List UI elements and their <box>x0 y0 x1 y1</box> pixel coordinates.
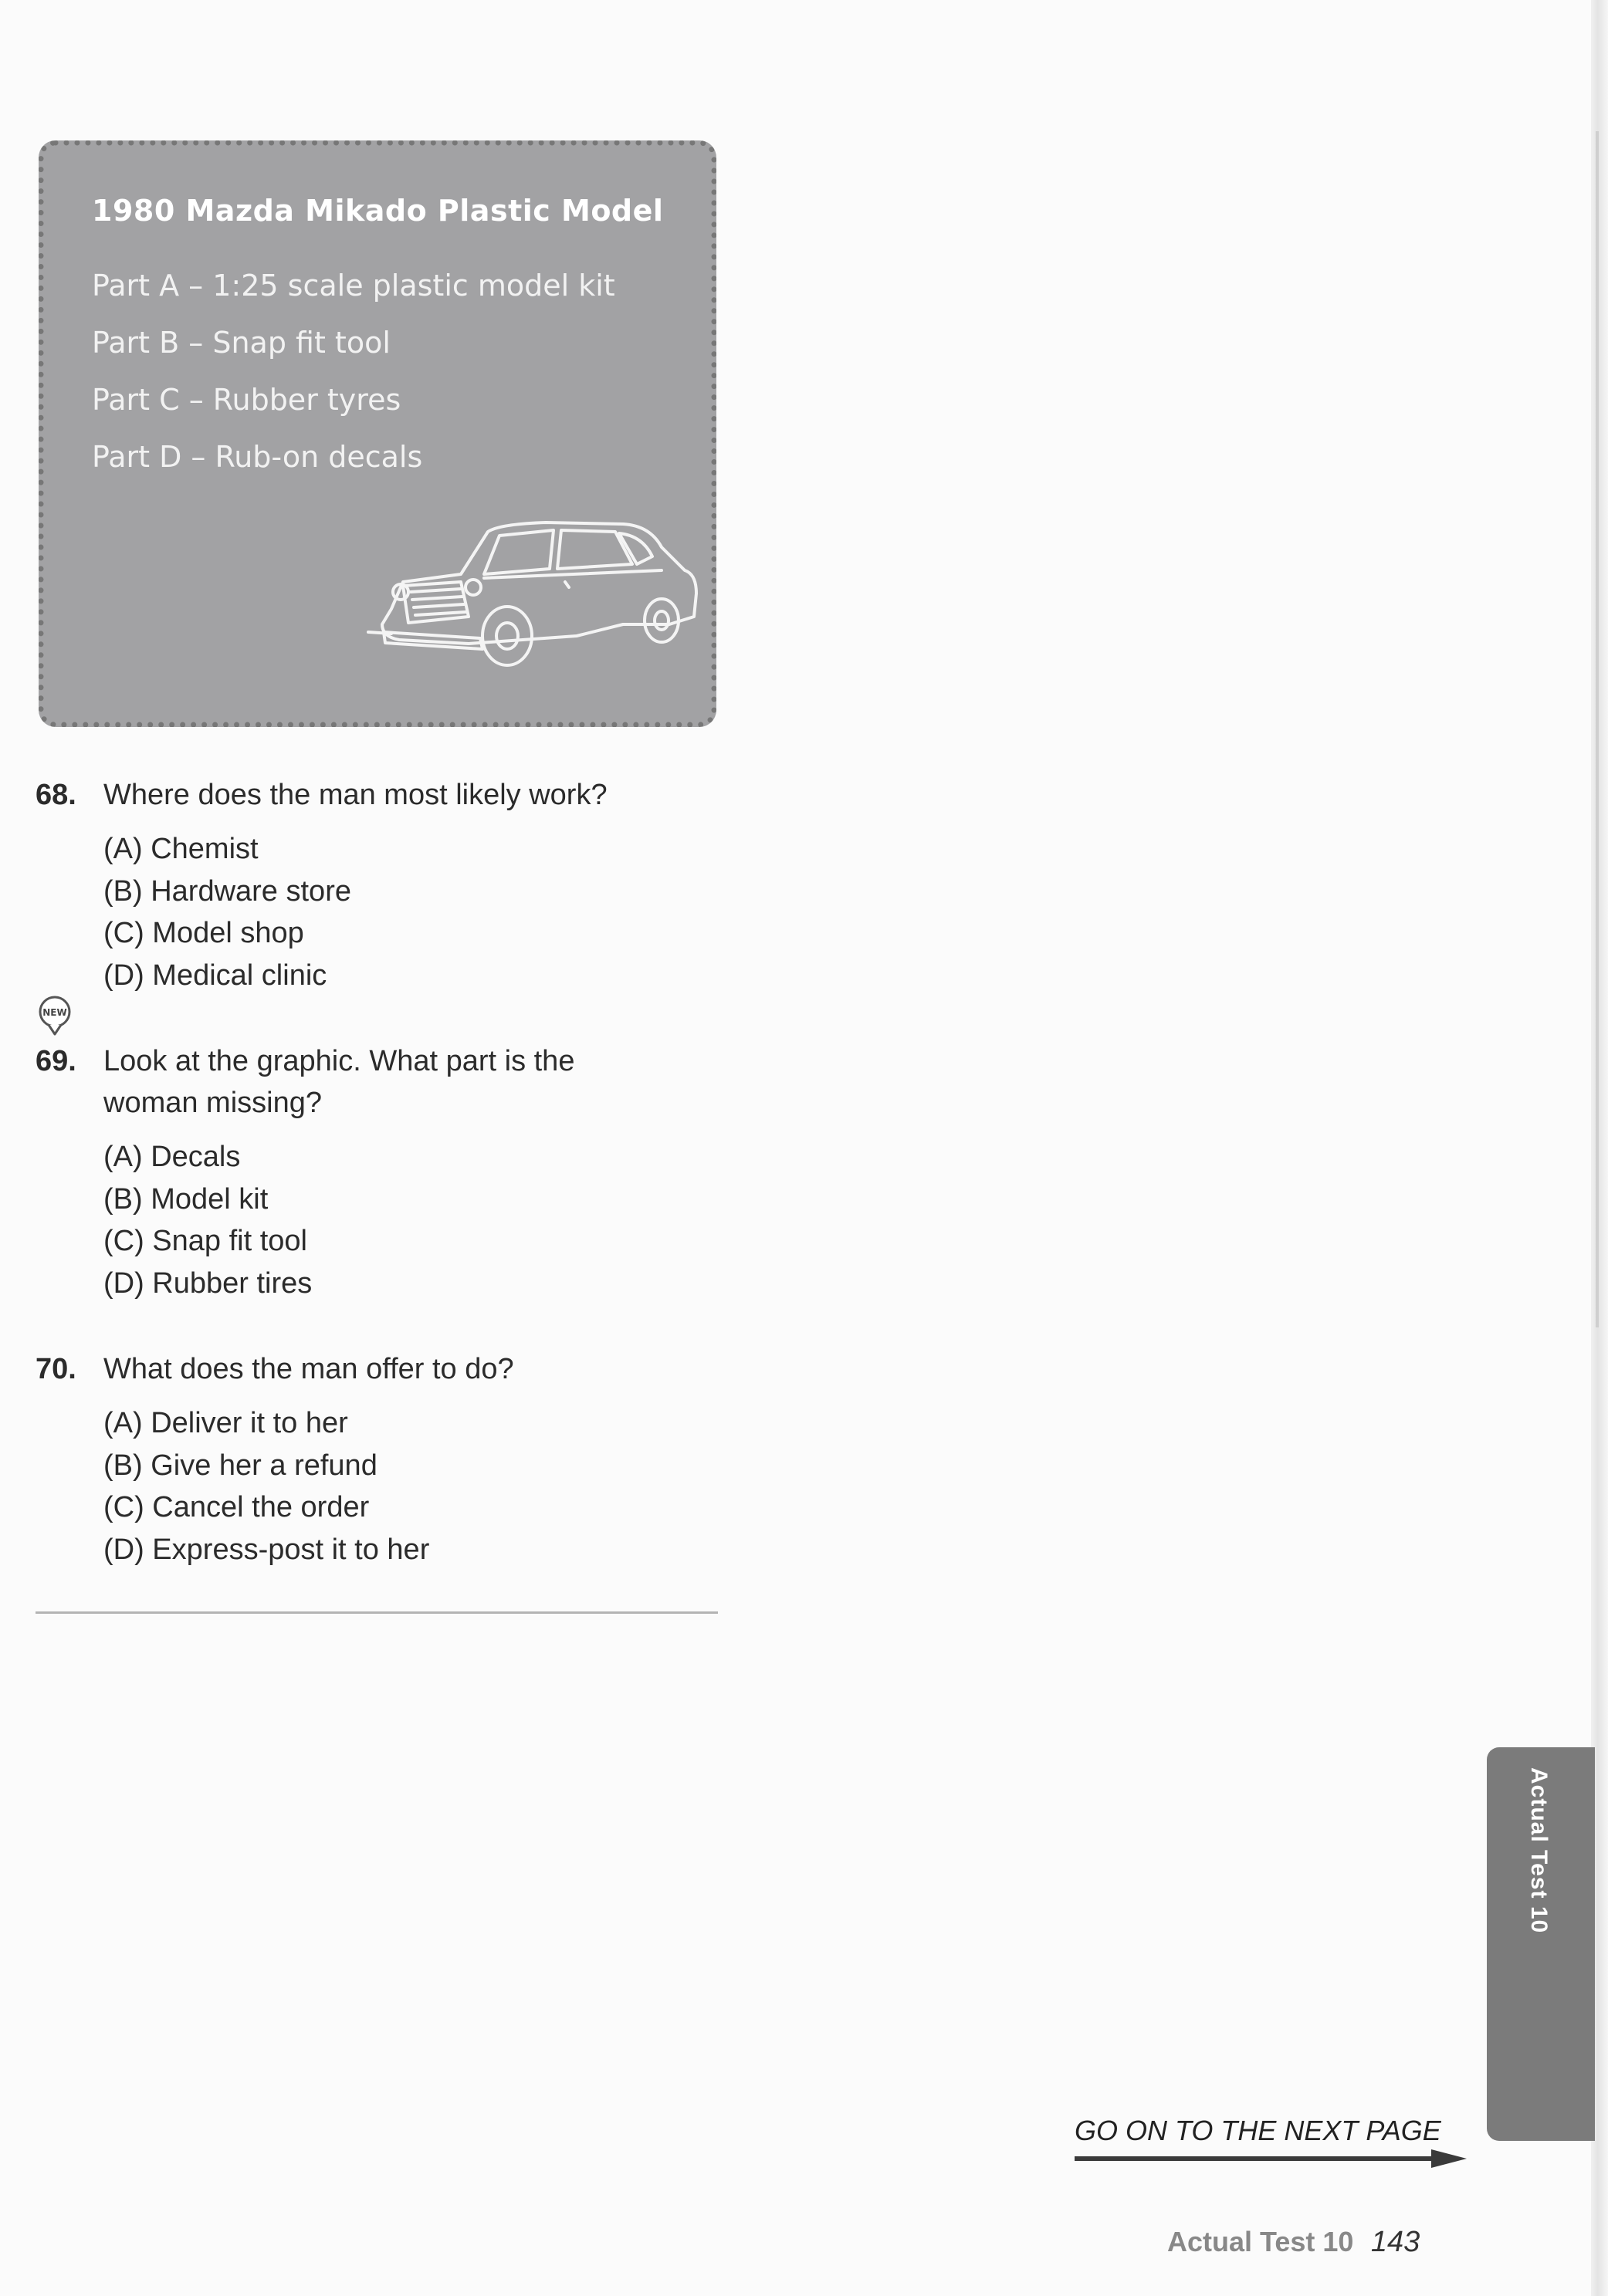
car-illustration <box>345 501 708 694</box>
graphic-parts-list <box>92 268 615 496</box>
graphic-box <box>39 140 716 727</box>
option-b: (B) Hardware store <box>103 874 351 908</box>
footer-test-title: Actual Test 10 <box>1167 2226 1354 2257</box>
next-page-label: GO ON TO THE NEXT PAGE <box>1075 2115 1441 2146</box>
option-d: (D) Medical clinic <box>103 959 327 992</box>
question-number: 69. <box>36 1045 76 1077</box>
option-a: (A) Decals <box>103 1141 241 1173</box>
arrow-right-icon <box>1075 2149 1467 2169</box>
option-a: (A) Chemist <box>103 833 259 865</box>
question-text: Look at the graphic. What part is the woman missing? <box>103 1045 575 1119</box>
page-footer <box>1167 2226 1420 2259</box>
question-70 <box>36 1348 721 1571</box>
option-c: (C) Snap fit tool <box>103 1225 307 1257</box>
option-d: (D) Rubber tires <box>103 1266 313 1300</box>
options-list <box>103 1402 721 1571</box>
option-c: (C) Model shop <box>103 917 304 949</box>
question-text: Where does the man most likely work? <box>103 779 608 811</box>
option-c: (C) Cancel the order <box>103 1491 370 1523</box>
graphic-part-c: Part C – Rubber tyres <box>92 383 401 417</box>
page-edge-line <box>1596 131 1599 1327</box>
question-number: 68. <box>36 779 76 811</box>
page-number: 143 <box>1370 2226 1420 2258</box>
question-68 <box>36 774 721 996</box>
question-69 <box>36 1040 659 1304</box>
option-b: (B) Model kit <box>103 1182 269 1216</box>
graphic-part-d: Part D – Rub-on decals <box>92 440 423 474</box>
option-b: (B) Give her a refund <box>103 1449 377 1482</box>
options-list <box>103 828 721 996</box>
svg-text:NEW: NEW <box>42 1007 67 1018</box>
question-number: 70. <box>36 1353 76 1385</box>
graphic-title: 1980 Mazda Mikado Plastic Model <box>92 194 664 228</box>
section-divider <box>36 1611 718 1614</box>
graphic-part-b: Part B – Snap fit tool <box>92 326 391 360</box>
option-d: (D) Express-post it to her <box>103 1533 430 1566</box>
option-a: (A) Deliver it to her <box>103 1407 348 1439</box>
side-tab <box>1487 1747 1595 2141</box>
graphic-part-a: Part A – 1:25 scale plastic model kit <box>92 269 615 303</box>
new-badge-icon <box>37 996 73 1036</box>
side-tab-label: Actual Test 10 <box>1526 1767 1552 1934</box>
question-text: What does the man offer to do? <box>103 1353 514 1385</box>
options-list <box>103 1136 659 1304</box>
